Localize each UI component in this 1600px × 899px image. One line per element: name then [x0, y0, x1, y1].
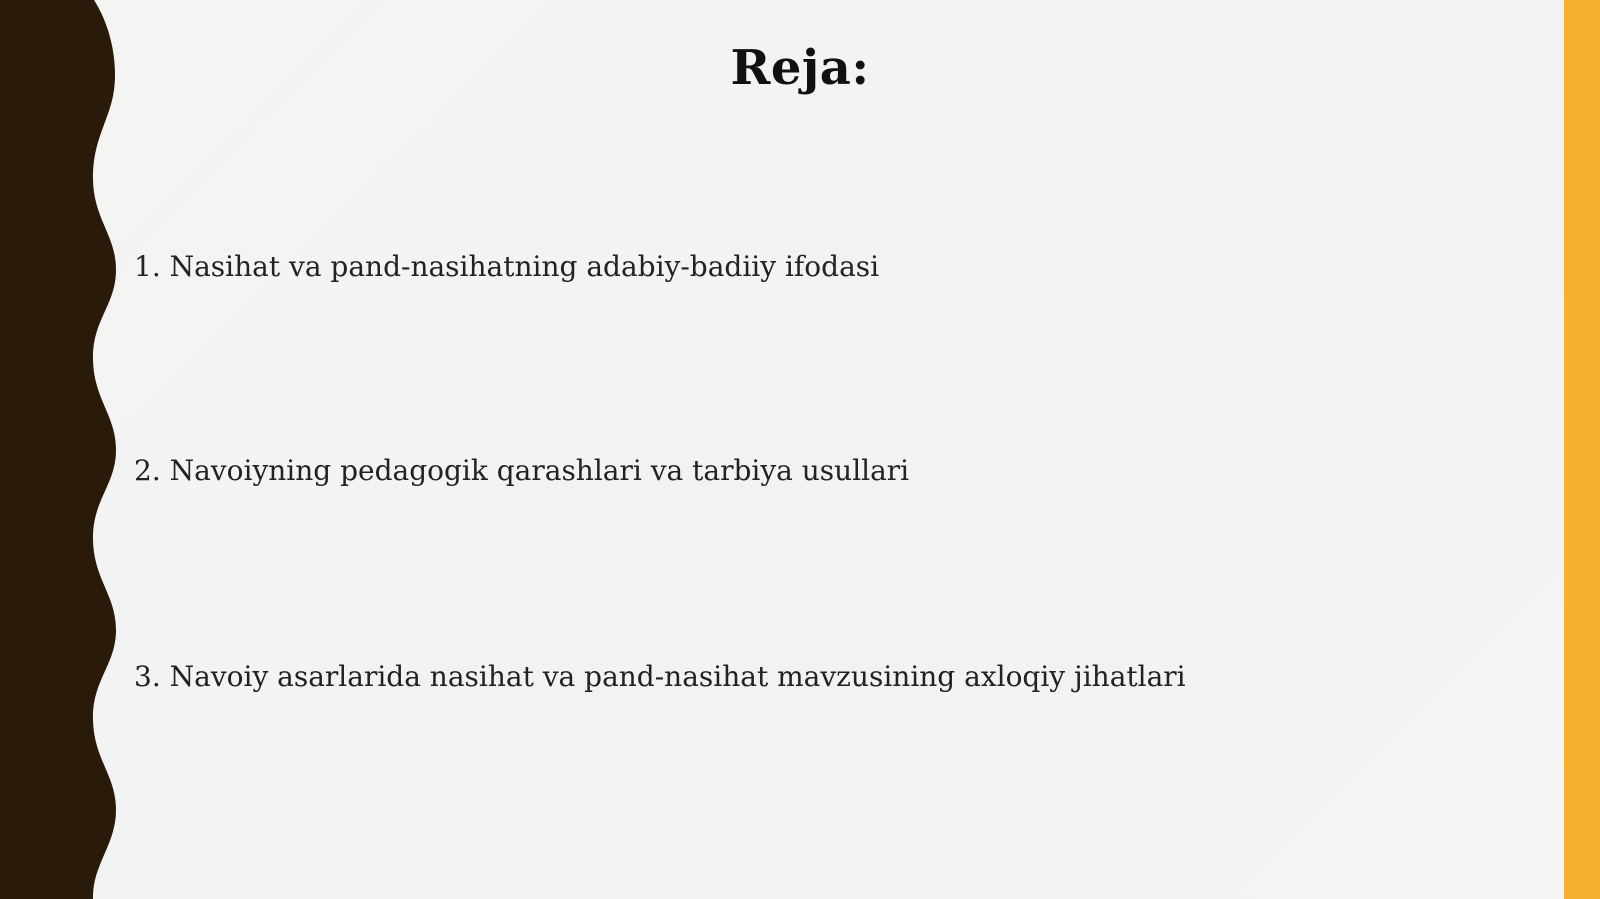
right-accent-bar — [1564, 0, 1600, 899]
left-wave-decoration — [0, 0, 130, 899]
slide-title: Reja: — [730, 40, 870, 96]
plan-item-2: 2. Navoiyning pedagogik qarashlari va tarbiya usullari — [134, 454, 910, 487]
plan-item-3: 3. Navoiy asarlarida nasihat va pand-nasihat mavzusining axloqiy jihatlari — [134, 660, 1186, 693]
wave-shape — [0, 0, 116, 899]
plan-item-1: 1. Nasihat va pand-nasihatning adabiy-badiiy ifodasi — [134, 250, 880, 283]
